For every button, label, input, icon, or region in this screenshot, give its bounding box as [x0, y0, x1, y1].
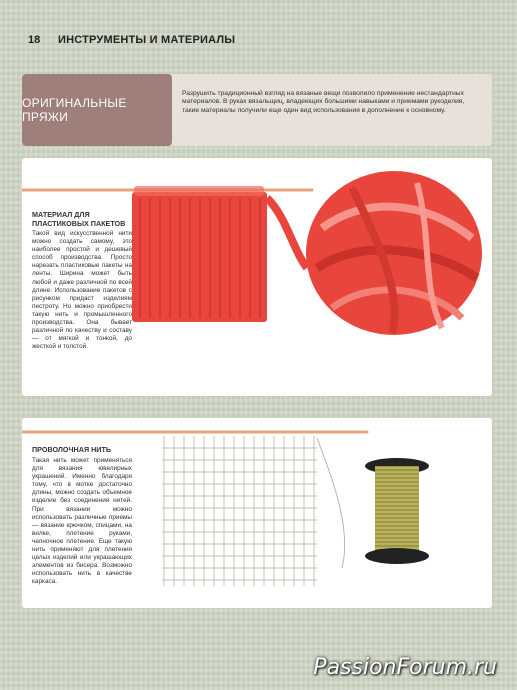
plastic-yarn-body: Такой вид искусственной нити можно создать самому, это наиболее простой и дешевый способ производства. Просто нарезать пластиковые пакеты на ленты. Ширина может быть любой и даже различной по всей длине. Использование пакетов с рисунком придаст изделиям пестроту. Но можно приобрести такую нить и промышленного производства. Она бывает различной по качеству и составу — от мягкой и тонкой, до жесткой и толстой. — [32, 230, 132, 351]
wire-spool-icon — [365, 458, 429, 564]
page-number: 18 — [28, 34, 41, 46]
wire-yarn-card — [22, 418, 492, 608]
watermark: PassionForum.ru — [313, 655, 497, 680]
page-section-title: ИНСТРУМЕНТЫ И МАТЕРИАЛЫ — [58, 34, 236, 46]
wire-yarn-body: Такая нить может применяться для вязания ювелирных украшений. Именно благодаря тому, что в мотке достаточно длины, можно создать объемное изделие без соединения нитей. При вязании можно использовать различные приемы — вязание крючком, спицами, на вилке, плетение руками, челночное плетение. Еще такую нить применяют для плетения целых изделий или украшающих элементов из бисера. Возможно использовать нить в качестве каркаса. — [32, 457, 132, 586]
plastic-yarn-card — [22, 158, 492, 396]
wire-yarn-title: ПРОВОЛОЧНАЯ НИТЬ — [32, 445, 112, 454]
yarn-ball-icon — [306, 171, 482, 335]
plastic-yarn-title: МАТЕРИАЛ ДЛЯ ПЛАСТИКОВЫХ ПАКЕТОВ — [32, 210, 126, 228]
intro-text: Разрушить традиционный взгляд на вязаные вещи позволило применение нестандартных материалов. В руках вязальщиц, владеющих большими навыками и приемами рукоделия, такие материалы получили еще один вид использования в дополнение к основному. — [172, 74, 492, 146]
intro-heading: ОРИГИНАЛЬНЫЕ ПРЯЖИ — [22, 96, 127, 124]
intro-block — [22, 74, 492, 146]
page-header — [28, 30, 497, 50]
wire-swatch — [162, 436, 317, 586]
intro-heading-box — [22, 74, 172, 146]
